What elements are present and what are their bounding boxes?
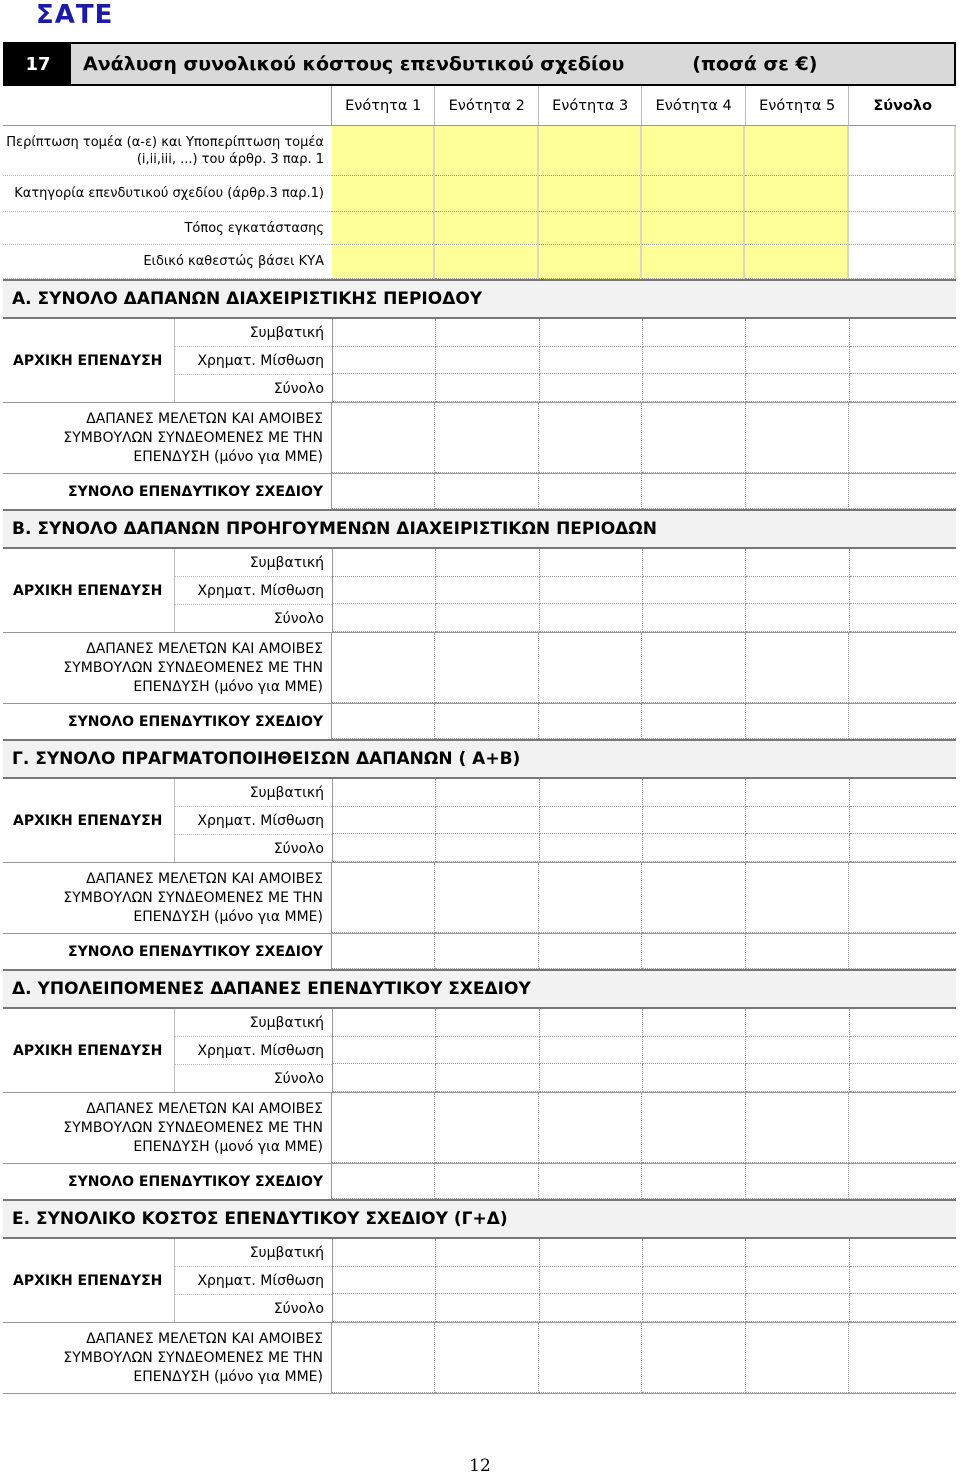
sec5-sub1-cell-2[interactable] <box>436 1239 539 1267</box>
sec5-sub3-cell-3[interactable] <box>540 1294 643 1322</box>
sec1-total-cell-2[interactable] <box>435 474 538 509</box>
sec2-sub3-cell-4[interactable] <box>643 604 746 632</box>
section-title-2: Β. ΣΥΝΟΛΟ ΔΑΠΑΝΩΝ ΠΡΟΗΓΟΥΜΕΝΩΝ ΔΙΑΧΕΙΡΙΣΤΙΚΩΝ ΠΕΡΙΟΔΩΝ <box>3 509 956 549</box>
sec5-studies-cell-5[interactable] <box>746 1323 849 1393</box>
sec3-sub2-cell-2[interactable] <box>436 807 539 835</box>
sec3-sub1-cell-4[interactable] <box>643 779 746 807</box>
sec5-sub3-cell-4[interactable] <box>643 1294 746 1322</box>
sec1-sub1-cell-4[interactable] <box>643 319 746 347</box>
column-header-5: Ενότητα 5 <box>746 86 849 125</box>
info-3-cell-3[interactable] <box>539 212 642 245</box>
unit-text: (ποσά σε €) <box>692 53 818 75</box>
sec1-studies-cell-6[interactable] <box>849 403 956 473</box>
info-row-4 <box>3 245 956 279</box>
sec4-sub3-cell-4[interactable] <box>643 1064 746 1092</box>
sec2-sub2-cell-4[interactable] <box>643 577 746 605</box>
sec1-sub2-cell-1[interactable] <box>333 347 436 375</box>
header-label-cell <box>3 86 332 125</box>
logo-satе: ΣΑΤΕ <box>36 0 114 30</box>
sec2-total-cell-2[interactable] <box>435 704 538 739</box>
sec1-studies-cell-5[interactable] <box>746 403 849 473</box>
initial-investment-label: ΑΡΧΙΚΗ ΕΠΕΝΔΥΣΗ <box>3 779 175 862</box>
info-row-label: Ειδικό καθεστώς βάσει ΚΥΑ <box>3 245 332 279</box>
info-1-cell-5[interactable] <box>745 126 848 176</box>
sec5-studies-cell-2[interactable] <box>435 1323 538 1393</box>
cost-analysis-form <box>3 42 956 1394</box>
sec1-sub1-cell-3[interactable] <box>540 319 643 347</box>
sec5-sub3-cell-5[interactable] <box>746 1294 849 1322</box>
sec4-total-cell-5[interactable] <box>746 1164 849 1199</box>
sec4-sub2-cell-2[interactable] <box>436 1037 539 1065</box>
page-number: 12 <box>469 1456 491 1476</box>
sec3-studies-cell-5[interactable] <box>746 863 849 933</box>
sec3-sub3-cell-4[interactable] <box>643 834 746 862</box>
sec3-sub3-cell-3[interactable] <box>540 834 643 862</box>
studies-row <box>3 403 956 474</box>
sec1-studies-cell-4[interactable] <box>642 403 745 473</box>
studies-label: ΔΑΠΑΝΕΣ ΜΕΛΕΤΩΝ ΚΑΙ ΑΜΟΙΒΕΣ ΣΥΜΒΟΥΛΩΝ ΣΥΝΔΕΟΜΕΝΕΣ ΜΕ ΤΗΝ ΕΠΕΝΔΥΣΗ (μόνο για ΜΜΕ) <box>3 403 332 473</box>
info-2-cell-3[interactable] <box>539 176 642 212</box>
studies-row <box>3 633 956 704</box>
sec1-total-cell-4[interactable] <box>642 474 745 509</box>
plan-total-row <box>3 934 956 969</box>
sec2-sub1-cell-6[interactable] <box>850 549 956 577</box>
sec2-sub3-cell-2[interactable] <box>436 604 539 632</box>
sub-row-label: Σύνολο <box>273 610 324 627</box>
plan-total-label: ΣΥΝΟΛΟ ΕΠΕΝΔΥΤΙΚΟΥ ΣΧΕΔΙΟΥ <box>3 474 332 509</box>
sec2-sub1-cell-2[interactable] <box>436 549 539 577</box>
plan-total-row <box>3 704 956 739</box>
sec3-studies-cell-2[interactable] <box>435 863 538 933</box>
sec1-sub1-cell-1[interactable] <box>333 319 436 347</box>
sec2-total-cell-6[interactable] <box>849 704 956 739</box>
sec2-sub1-cell-4[interactable] <box>643 549 746 577</box>
sec2-studies-cell-2[interactable] <box>435 633 538 703</box>
initial-investment-block <box>3 779 956 863</box>
initial-investment-block <box>3 1239 956 1323</box>
info-2-cell-6[interactable] <box>849 176 956 212</box>
sec1-sub3-cell-6[interactable] <box>850 374 956 402</box>
sec1-sub1-cell-6[interactable] <box>850 319 956 347</box>
sec3-sub3-cell-6[interactable] <box>850 834 956 862</box>
sec4-sub1-cell-4[interactable] <box>643 1009 746 1037</box>
initial-investment-label: ΑΡΧΙΚΗ ΕΠΕΝΔΥΣΗ <box>3 1239 175 1322</box>
sec4-total-cell-3[interactable] <box>539 1164 642 1199</box>
studies-label: ΔΑΠΑΝΕΣ ΜΕΛΕΤΩΝ ΚΑΙ ΑΜΟΙΒΕΣ ΣΥΜΒΟΥΛΩΝ ΣΥΝΔΕΟΜΕΝΕΣ ΜΕ ΤΗΝ ΕΠΕΝΔΥΣΗ (μονό για ΜΜΕ) <box>3 1093 332 1163</box>
sec1-sub3-cell-3[interactable] <box>540 374 643 402</box>
sec4-studies-cell-1[interactable] <box>332 1093 435 1163</box>
table-title <box>71 44 954 84</box>
sub-row-label: Χρηματ. Μίσθωση <box>175 347 332 375</box>
initial-investment-block <box>3 1009 956 1093</box>
sec5-studies-cell-4[interactable] <box>642 1323 745 1393</box>
sec4-sub2-cell-4[interactable] <box>643 1037 746 1065</box>
sec4-studies-cell-5[interactable] <box>746 1093 849 1163</box>
sec2-studies-cell-4[interactable] <box>642 633 745 703</box>
column-header-3: Ενότητα 3 <box>539 86 642 125</box>
column-header-2: Ενότητα 2 <box>435 86 538 125</box>
sec2-sub3-cell-6[interactable] <box>850 604 956 632</box>
sub-row-label: Χρηματ. Μίσθωση <box>175 1267 332 1295</box>
sec2-sub2-cell-5[interactable] <box>746 577 849 605</box>
sec3-sub2-cell-3[interactable] <box>540 807 643 835</box>
sec4-sub1-cell-2[interactable] <box>436 1009 539 1037</box>
sec4-sub3-cell-3[interactable] <box>540 1064 643 1092</box>
column-header-6: Σύνολο <box>873 97 933 114</box>
column-header-row <box>3 86 956 126</box>
sec4-sub1-cell-6[interactable] <box>850 1009 956 1037</box>
sub-row-label: Χρηματ. Μίσθωση <box>175 807 332 835</box>
sec3-studies-cell-3[interactable] <box>539 863 642 933</box>
sec5-sub3-cell-2[interactable] <box>436 1294 539 1322</box>
sec4-sub3-cell-5[interactable] <box>746 1064 849 1092</box>
sec1-total-cell-6[interactable] <box>849 474 956 509</box>
sub-row-label: Χρηματ. Μίσθωση <box>175 1037 332 1065</box>
sec5-sub2-cell-2[interactable] <box>436 1267 539 1295</box>
sec1-total-cell-5[interactable] <box>746 474 849 509</box>
sec1-total-cell-3[interactable] <box>539 474 642 509</box>
sub-row-label: Συμβατική <box>175 1239 332 1267</box>
info-row-3 <box>3 212 956 245</box>
sub-row-label: Συμβατική <box>175 549 332 577</box>
info-1-cell-1[interactable] <box>332 126 435 176</box>
sec3-studies-cell-6[interactable] <box>849 863 956 933</box>
sec4-sub2-cell-5[interactable] <box>746 1037 849 1065</box>
sec2-sub1-cell-3[interactable] <box>540 549 643 577</box>
sub-row-label: Συμβατική <box>175 779 332 807</box>
sec1-sub2-cell-6[interactable] <box>850 347 956 375</box>
info-row-1 <box>3 126 956 176</box>
sec1-studies-cell-3[interactable] <box>539 403 642 473</box>
sec5-sub2-cell-1[interactable] <box>333 1267 436 1295</box>
sec2-sub3-cell-1[interactable] <box>333 604 436 632</box>
sec1-total-cell-1[interactable] <box>332 474 435 509</box>
sub-row-label: Σύνολο <box>273 840 324 857</box>
sec5-sub1-cell-6[interactable] <box>850 1239 956 1267</box>
info-row-label: Περίπτωση τομέα (α-ε) και Υποπερίπτωση τομέα (i,ii,iii, ...) του άρθρ. 3 παρ. 1 <box>3 126 332 176</box>
sec3-sub2-cell-5[interactable] <box>746 807 849 835</box>
info-4-cell-5[interactable] <box>745 245 848 279</box>
sec2-sub2-cell-2[interactable] <box>436 577 539 605</box>
sec3-studies-cell-1[interactable] <box>332 863 435 933</box>
info-2-cell-1[interactable] <box>332 176 435 212</box>
info-4-cell-2[interactable] <box>435 245 538 279</box>
sec2-sub3-cell-3[interactable] <box>540 604 643 632</box>
sec5-studies-cell-1[interactable] <box>332 1323 435 1393</box>
sec2-total-cell-5[interactable] <box>746 704 849 739</box>
sec1-sub2-cell-3[interactable] <box>540 347 643 375</box>
sec5-sub1-cell-5[interactable] <box>746 1239 849 1267</box>
info-1-cell-6[interactable] <box>849 126 956 176</box>
sub-row-label: Συμβατική <box>175 1009 332 1037</box>
plan-total-row <box>3 474 956 509</box>
sec1-sub2-cell-2[interactable] <box>436 347 539 375</box>
sec2-sub1-cell-5[interactable] <box>746 549 849 577</box>
sec4-sub1-cell-3[interactable] <box>540 1009 643 1037</box>
info-4-cell-3[interactable] <box>539 245 642 279</box>
sec1-sub3-cell-5[interactable] <box>746 374 849 402</box>
info-2-cell-2[interactable] <box>435 176 538 212</box>
sec3-sub1-cell-6[interactable] <box>850 779 956 807</box>
column-header-4: Ενότητα 4 <box>642 86 745 125</box>
sec4-sub1-cell-1[interactable] <box>333 1009 436 1037</box>
sec2-total-cell-3[interactable] <box>539 704 642 739</box>
sec5-sub3-cell-1[interactable] <box>333 1294 436 1322</box>
sec3-sub2-cell-1[interactable] <box>333 807 436 835</box>
sec1-studies-cell-2[interactable] <box>435 403 538 473</box>
sec3-total-cell-2[interactable] <box>435 934 538 969</box>
sec3-sub1-cell-5[interactable] <box>746 779 849 807</box>
sec2-total-cell-1[interactable] <box>332 704 435 739</box>
sec5-studies-cell-3[interactable] <box>539 1323 642 1393</box>
initial-investment-label: ΑΡΧΙΚΗ ΕΠΕΝΔΥΣΗ <box>3 549 175 632</box>
sec5-sub1-cell-3[interactable] <box>540 1239 643 1267</box>
info-4-cell-1[interactable] <box>332 245 435 279</box>
section-title-5: Ε. ΣΥΝΟΛΙΚΟ ΚΟΣΤΟΣ ΕΠΕΝΔΥΤΙΚΟΥ ΣΧΕΔΙΟΥ (Γ+Δ) <box>3 1199 956 1239</box>
studies-label: ΔΑΠΑΝΕΣ ΜΕΛΕΤΩΝ ΚΑΙ ΑΜΟΙΒΕΣ ΣΥΜΒΟΥΛΩΝ ΣΥΝΔΕΟΜΕΝΕΣ ΜΕ ΤΗΝ ΕΠΕΝΔΥΣΗ (μόνο για ΜΜΕ) <box>3 863 332 933</box>
sec3-sub1-cell-1[interactable] <box>333 779 436 807</box>
studies-row <box>3 1093 956 1164</box>
sub-row-label: Συμβατική <box>175 319 332 347</box>
sec1-sub2-cell-5[interactable] <box>746 347 849 375</box>
info-row-label: Τόπος εγκατάστασης <box>3 212 332 245</box>
sec2-studies-cell-5[interactable] <box>746 633 849 703</box>
initial-investment-label: ΑΡΧΙΚΗ ΕΠΕΝΔΥΣΗ <box>3 319 175 402</box>
table-title-bar <box>3 42 956 86</box>
sub-row-label: Σύνολο <box>273 1300 324 1317</box>
info-row-2 <box>3 176 956 212</box>
studies-label: ΔΑΠΑΝΕΣ ΜΕΛΕΤΩΝ ΚΑΙ ΑΜΟΙΒΕΣ ΣΥΜΒΟΥΛΩΝ ΣΥΝΔΕΟΜΕΝΕΣ ΜΕ ΤΗΝ ΕΠΕΝΔΥΣΗ (μόνο για ΜΜΕ) <box>3 633 332 703</box>
sec4-sub3-cell-1[interactable] <box>333 1064 436 1092</box>
sec3-total-cell-5[interactable] <box>746 934 849 969</box>
studies-row <box>3 1323 956 1394</box>
sec3-sub3-cell-2[interactable] <box>436 834 539 862</box>
plan-total-label: ΣΥΝΟΛΟ ΕΠΕΝΔΥΤΙΚΟΥ ΣΧΕΔΙΟΥ <box>3 704 332 739</box>
sec2-sub2-cell-6[interactable] <box>850 577 956 605</box>
sec4-studies-cell-6[interactable] <box>849 1093 956 1163</box>
sec3-sub3-cell-5[interactable] <box>746 834 849 862</box>
info-1-cell-2[interactable] <box>435 126 538 176</box>
sec1-sub3-cell-2[interactable] <box>436 374 539 402</box>
sec5-sub1-cell-1[interactable] <box>333 1239 436 1267</box>
section-title-4: Δ. ΥΠΟΛΕΙΠΟΜΕΝΕΣ ΔΑΠΑΝΕΣ ΕΠΕΝΔΥΤΙΚΟΥ ΣΧΕΔΙΟΥ <box>3 969 956 1009</box>
title-text: Ανάλυση συνολικού κόστους επενδυτικού σχεδίου <box>83 53 625 75</box>
sub-row-label: Σύνολο <box>273 1070 324 1087</box>
sec2-studies-cell-6[interactable] <box>849 633 956 703</box>
sec5-sub2-cell-4[interactable] <box>643 1267 746 1295</box>
sec4-sub2-cell-6[interactable] <box>850 1037 956 1065</box>
sec5-sub1-cell-4[interactable] <box>643 1239 746 1267</box>
sec4-sub2-cell-1[interactable] <box>333 1037 436 1065</box>
column-header-1: Ενότητα 1 <box>332 86 435 125</box>
info-row-label: Κατηγορία επενδυτικού σχεδίου (άρθρ.3 παρ.1) <box>3 176 332 212</box>
sec4-studies-cell-3[interactable] <box>539 1093 642 1163</box>
sec3-total-cell-3[interactable] <box>539 934 642 969</box>
info-3-cell-5[interactable] <box>745 212 848 245</box>
sec2-sub2-cell-3[interactable] <box>540 577 643 605</box>
info-3-cell-6[interactable] <box>849 212 956 245</box>
plan-total-row <box>3 1164 956 1199</box>
sec2-studies-cell-3[interactable] <box>539 633 642 703</box>
sec3-sub1-cell-2[interactable] <box>436 779 539 807</box>
sec4-sub3-cell-6[interactable] <box>850 1064 956 1092</box>
sec4-total-cell-6[interactable] <box>849 1164 956 1199</box>
sec1-sub3-cell-1[interactable] <box>333 374 436 402</box>
sec2-sub2-cell-1[interactable] <box>333 577 436 605</box>
sub-row-label: Σύνολο <box>273 380 324 397</box>
studies-row <box>3 863 956 934</box>
sec4-total-cell-1[interactable] <box>332 1164 435 1199</box>
table-number: 17 <box>5 44 71 84</box>
sec4-total-cell-4[interactable] <box>642 1164 745 1199</box>
sec4-sub2-cell-3[interactable] <box>540 1037 643 1065</box>
sec5-studies-cell-6[interactable] <box>849 1323 956 1393</box>
sec3-total-cell-6[interactable] <box>849 934 956 969</box>
sec2-studies-cell-1[interactable] <box>332 633 435 703</box>
plan-total-label: ΣΥΝΟΛΟ ΕΠΕΝΔΥΤΙΚΟΥ ΣΧΕΔΙΟΥ <box>3 934 332 969</box>
info-4-cell-4[interactable] <box>642 245 745 279</box>
sec1-sub2-cell-4[interactable] <box>643 347 746 375</box>
info-3-cell-2[interactable] <box>435 212 538 245</box>
initial-investment-label: ΑΡΧΙΚΗ ΕΠΕΝΔΥΣΗ <box>3 1009 175 1092</box>
sec3-sub2-cell-4[interactable] <box>643 807 746 835</box>
sec5-sub2-cell-5[interactable] <box>746 1267 849 1295</box>
sec3-sub2-cell-6[interactable] <box>850 807 956 835</box>
initial-investment-block <box>3 549 956 633</box>
sec1-sub1-cell-5[interactable] <box>746 319 849 347</box>
sec3-studies-cell-4[interactable] <box>642 863 745 933</box>
sec5-sub2-cell-3[interactable] <box>540 1267 643 1295</box>
info-4-cell-6[interactable] <box>849 245 956 279</box>
plan-total-label: ΣΥΝΟΛΟ ΕΠΕΝΔΥΤΙΚΟΥ ΣΧΕΔΙΟΥ <box>3 1164 332 1199</box>
sec1-sub3-cell-4[interactable] <box>643 374 746 402</box>
sec3-sub3-cell-1[interactable] <box>333 834 436 862</box>
sec2-total-cell-4[interactable] <box>642 704 745 739</box>
initial-investment-block <box>3 319 956 403</box>
info-2-cell-4[interactable] <box>642 176 745 212</box>
sec3-total-cell-1[interactable] <box>332 934 435 969</box>
sec4-total-cell-2[interactable] <box>435 1164 538 1199</box>
sec4-studies-cell-2[interactable] <box>435 1093 538 1163</box>
sec5-sub3-cell-6[interactable] <box>850 1294 956 1322</box>
info-3-cell-4[interactable] <box>642 212 745 245</box>
sec4-sub1-cell-5[interactable] <box>746 1009 849 1037</box>
sec5-sub2-cell-6[interactable] <box>850 1267 956 1295</box>
section-title-1: Α. ΣΥΝΟΛΟ ΔΑΠΑΝΩΝ ΔΙΑΧΕΙΡΙΣΤΙΚΗΣ ΠΕΡΙΟΔΟΥ <box>3 279 956 319</box>
sub-row-label: Χρηματ. Μίσθωση <box>175 577 332 605</box>
sec2-sub3-cell-5[interactable] <box>746 604 849 632</box>
info-1-cell-3[interactable] <box>539 126 642 176</box>
sec3-total-cell-4[interactable] <box>642 934 745 969</box>
sec4-sub3-cell-2[interactable] <box>436 1064 539 1092</box>
sec1-sub1-cell-2[interactable] <box>436 319 539 347</box>
info-2-cell-5[interactable] <box>745 176 848 212</box>
sec3-sub1-cell-3[interactable] <box>540 779 643 807</box>
sec2-sub1-cell-1[interactable] <box>333 549 436 577</box>
info-1-cell-4[interactable] <box>642 126 745 176</box>
sec4-studies-cell-4[interactable] <box>642 1093 745 1163</box>
section-title-3: Γ. ΣΥΝΟΛΟ ΠΡΑΓΜΑΤΟΠΟΙΗΘΕΙΣΩΝ ΔΑΠΑΝΩΝ ( Α+Β) <box>3 739 956 779</box>
studies-label: ΔΑΠΑΝΕΣ ΜΕΛΕΤΩΝ ΚΑΙ ΑΜΟΙΒΕΣ ΣΥΜΒΟΥΛΩΝ ΣΥΝΔΕΟΜΕΝΕΣ ΜΕ ΤΗΝ ΕΠΕΝΔΥΣΗ (μόνο για ΜΜΕ) <box>3 1323 332 1393</box>
info-3-cell-1[interactable] <box>332 212 435 245</box>
sec1-studies-cell-1[interactable] <box>332 403 435 473</box>
